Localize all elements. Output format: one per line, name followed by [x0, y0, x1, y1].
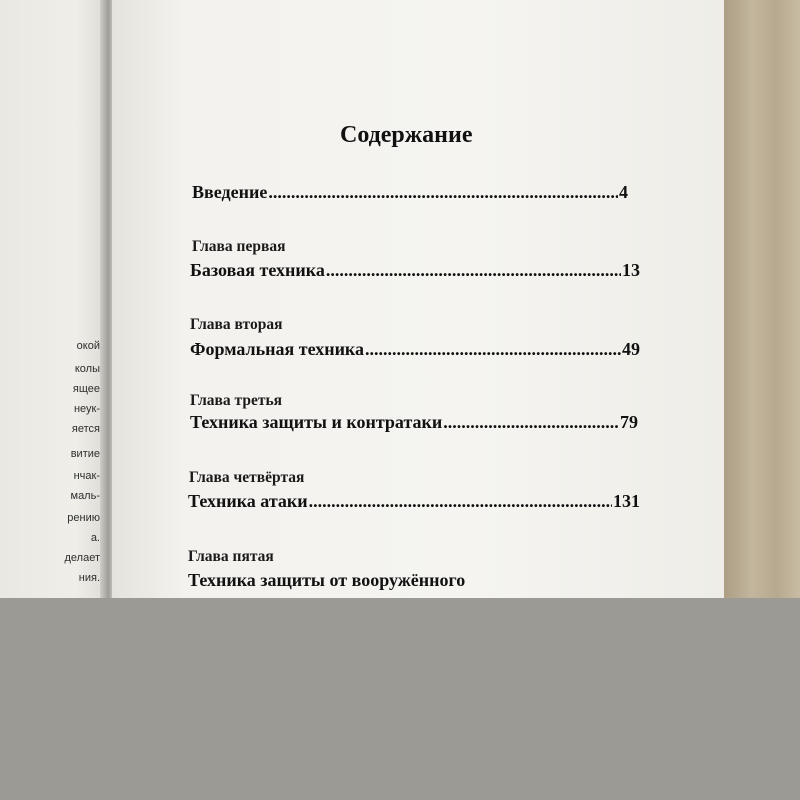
toc-entry-label: Техника защиты от вооружённого: [188, 570, 466, 590]
chapter-heading: Глава третья: [190, 392, 283, 409]
left-page-fragment: окой: [76, 340, 100, 352]
toc-entry-chapter-1: [190, 260, 640, 281]
toc-entry-page: 131: [613, 491, 640, 511]
left-page-fragment: неук-: [73, 403, 100, 415]
chapter-heading: Глава пятая: [188, 548, 274, 565]
toc-leader-dots: [268, 182, 618, 203]
left-page-fragment: ящее: [72, 383, 100, 395]
toc-leader-dots: [326, 260, 621, 281]
left-page-fragment: рению: [67, 512, 100, 524]
toc-entry-chapter-3: [190, 412, 638, 433]
page-title: Содержание: [340, 122, 473, 148]
left-page-fragment: яется: [71, 423, 100, 435]
grey-background: [0, 598, 800, 800]
toc-leader-dots: [443, 412, 619, 433]
left-page-fragment: ния.: [78, 572, 100, 584]
toc-entry-label: Введение: [192, 182, 268, 202]
left-page-fragment: колы: [74, 363, 100, 375]
toc-entry-chapter-5: [188, 570, 465, 591]
left-page-fragment: витие: [70, 448, 100, 460]
chapter-heading: Глава четвёртая: [189, 469, 305, 486]
toc-entry-chapter-4: [188, 491, 640, 512]
toc-entry-chapter-2: [190, 339, 640, 360]
toc-entry-page: 4: [619, 182, 628, 202]
left-page-fragment: нчак-: [73, 470, 100, 482]
toc-entry-page: 13: [622, 260, 640, 280]
toc-entry-page: 79: [620, 412, 638, 432]
toc-entry-label: Базовая техника: [190, 260, 325, 280]
left-page-fragment: а.: [90, 532, 100, 544]
chapter-heading: Глава первая: [192, 238, 286, 255]
left-page-fragment: делает: [64, 552, 100, 564]
toc-entry-label: Техника защиты и контратаки: [190, 412, 443, 432]
left-page: [0, 0, 108, 610]
toc-leader-dots: [309, 491, 612, 512]
chapter-heading: Глава вторая: [190, 316, 283, 333]
right-page: [112, 0, 724, 605]
toc-entry-page: 49: [622, 339, 640, 359]
toc-entry-label: Формальная техника: [190, 339, 365, 359]
toc-entry-label: Техника атаки: [188, 491, 308, 511]
left-page-fragment: маль-: [70, 490, 100, 502]
toc-leader-dots: [365, 339, 621, 360]
toc-entry-intro: [192, 182, 628, 203]
